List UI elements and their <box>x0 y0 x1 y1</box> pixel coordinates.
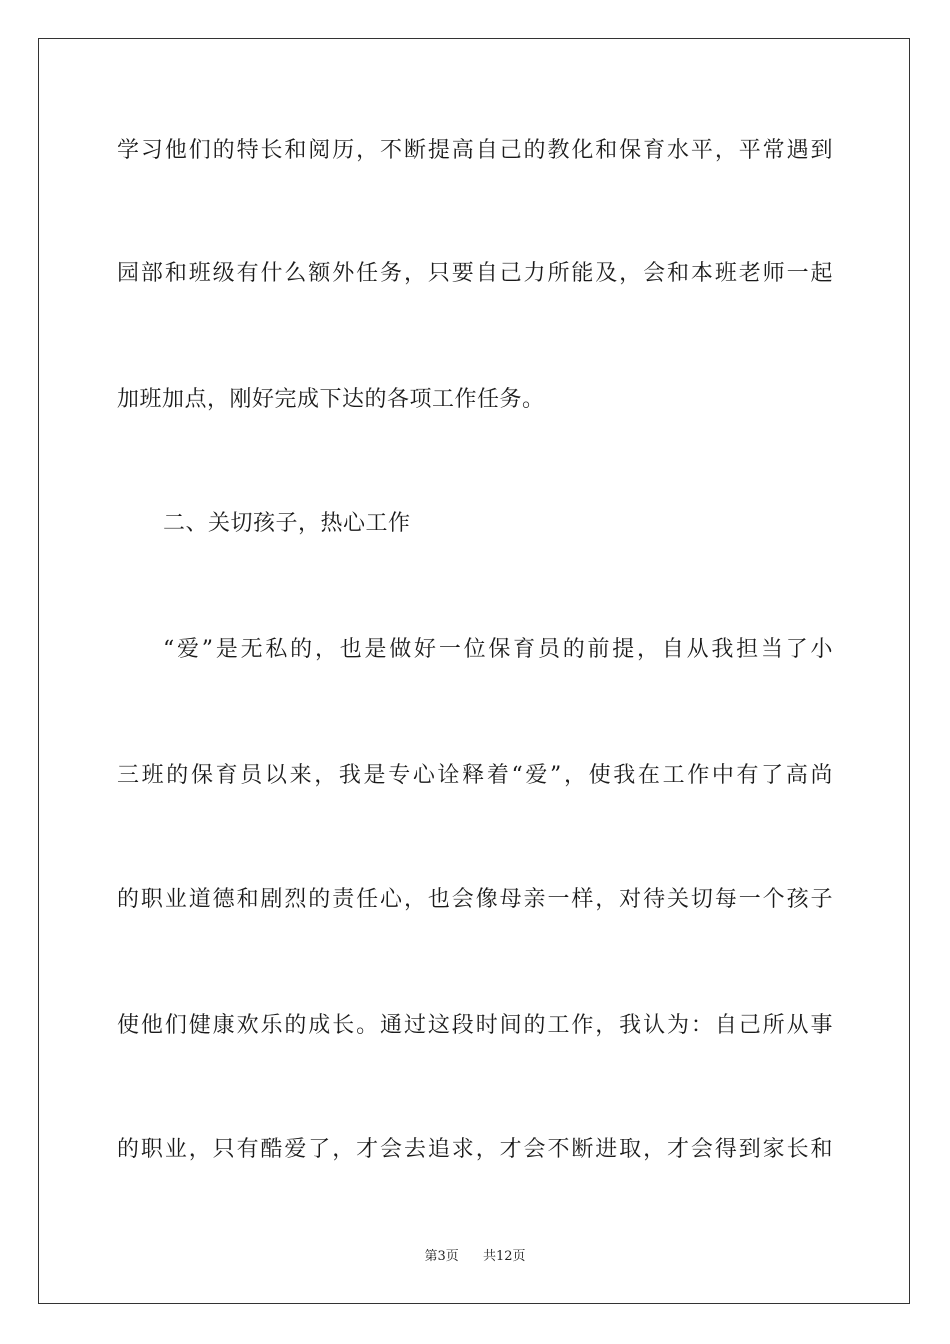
body-text-line: “爱”是无私的，也是做好一位保育员的前提，自从我担当了小 <box>163 637 833 662</box>
section-heading: 二、关切孩子，热心工作 <box>163 511 411 536</box>
body-text-line: 学习他们的特长和阅历，不断提高自己的教化和保育水平，平常遇到 <box>117 138 833 163</box>
page-total: 共12页 <box>483 1249 526 1264</box>
body-text-line: 的职业，只有酷爱了，才会去追求，才会不断进取，才会得到家长和 <box>117 1137 833 1162</box>
body-text-line: 园部和班级有什么额外任务，只要自己力所能及，会和本班老师一起 <box>117 261 833 286</box>
body-text-line: 加班加点，刚好完成下达的各项工作任务。 <box>117 387 545 412</box>
page-number: 第3页 <box>424 1249 459 1264</box>
page-border <box>38 38 910 1304</box>
body-text-line: 使他们健康欢乐的成长。通过这段时间的工作，我认为：自己所从事 <box>117 1013 833 1038</box>
page-footer <box>0 1248 950 1266</box>
body-text-line: 的职业道德和剧烈的责任心，也会像母亲一样，对待关切每一个孩子 <box>117 887 833 912</box>
body-text-line: 三班的保育员以来，我是专心诠释着“爱”，使我在工作中有了高尚 <box>117 763 833 788</box>
